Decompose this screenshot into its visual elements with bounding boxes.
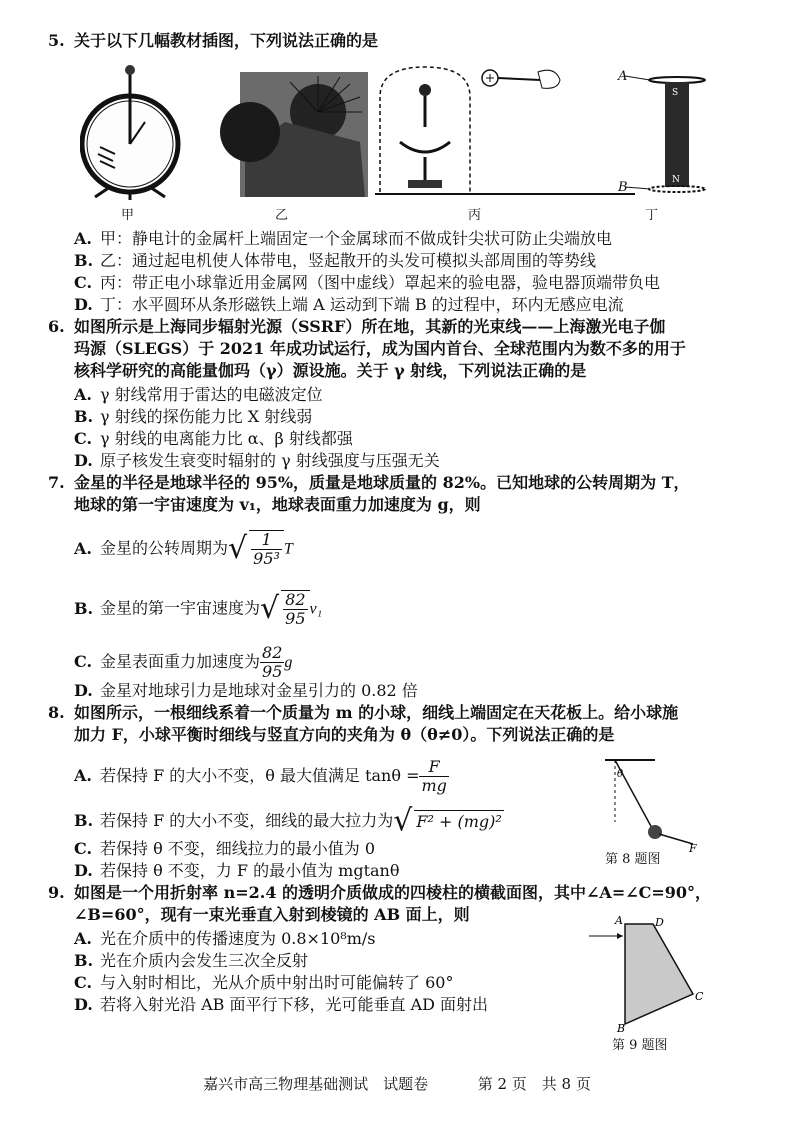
- q6-option-c: C. γ 射线的电离能力比 α、β 射线都强: [74, 429, 353, 448]
- q8-stem: 8. 如图所示，一根细线系着一个质量为 m 的小球，细线上端固定在天花板上。给小球施 加力 F，小球平衡时细线与竖直方向的夹角为 θ（θ≠0）。下列说法正确的是: [48, 703, 679, 744]
- q8-option-b: B. 若保持 F 的大小不变，细线的最大拉力为√ F² + (mg)²: [74, 803, 502, 839]
- q7-stem: 7. 金星的半径是地球半径的 95%，质量是地球质量的 82%。已知地球的公转周期为 T， 地球的第一宇宙速度为 v₁，地球表面重力加速度为 g，则: [48, 473, 690, 514]
- q7-option-d: D. 金星对地球引力是地球对金星引力的 0.82 倍: [74, 681, 418, 700]
- q6-option-d: D. 原子核发生衰变时辐射的 γ 射线强度与压强无关: [74, 451, 440, 470]
- footer-title: 嘉兴市高三物理基础测试 试题卷: [203, 1075, 429, 1093]
- q8-option-a: A. 若保持 F 的大小不变，θ 最大值满足 tanθ = $\frac{F}{mg}$: [74, 757, 447, 795]
- electroscope-figure: [82, 65, 178, 200]
- q7-option-a: A. 金星的公转周期为√ $\frac{1}{\text{95³}}$ T: [74, 530, 293, 568]
- q5-figures: [80, 62, 720, 202]
- prism-label-b: B: [617, 1022, 626, 1035]
- q7-option-b: B. 金星的第一宇宙速度为√ $\frac{82}{95}$ v₁: [74, 590, 323, 628]
- q6-stem: 6. 如图所示是上海同步辐射光源（SSRF）所在地，其新的光束线——上海激光电子伽 玛源（SLEGS）于 2021 年成功试运行，成为国内首台、全球范围内为数不多的用于 核科学研究的高能量伽玛（γ）源设施。关于 γ 射线，下列说法正确的是: [48, 317, 686, 380]
- q8-option-d: D. 若保持 θ 不变，力 F 的最小值为 mgtanθ: [74, 861, 400, 880]
- theta-label: θ: [617, 769, 624, 780]
- q5-option-a: A. 甲：静电计的金属杆上端固定一个金属球而不做成针尖状可防止尖端放电: [74, 229, 613, 248]
- fig-label-jia: 甲: [121, 208, 135, 223]
- hair-raising-photo: [220, 72, 368, 197]
- fig-label-bing: 丙: [468, 208, 482, 223]
- magnet-label-s: S: [672, 88, 679, 98]
- fig-label-yi: 乙: [275, 208, 289, 223]
- q9-figure: [585, 916, 705, 1036]
- magnet-label-n: N: [672, 175, 680, 185]
- q7-option-c: C. 金星表面重力加速度为 $\frac{82}{95}$ g: [74, 643, 293, 681]
- q9-caption: 第 9 题图: [612, 1038, 668, 1053]
- q6-option-b: B. γ 射线的探伤能力比 X 射线弱: [74, 407, 313, 426]
- q9-option-b: B. 光在介质内会发生三次全反射: [74, 951, 309, 970]
- prism-label-a: A: [615, 916, 623, 927]
- magnet-label-b: B: [618, 180, 628, 195]
- force-label: F: [689, 842, 697, 852]
- q5-stem: 5. 关于以下几幅教材插图，下列说法正确的是: [48, 31, 379, 50]
- caged-electroscope-figure: [375, 67, 635, 194]
- q9-option-d: D. 若将入射光沿 AB 面平行下移，光可能垂直 AD 面射出: [74, 995, 489, 1014]
- prism-label-d: D: [655, 916, 664, 929]
- q6-option-a: A. γ 射线常用于雷达的电磁波定位: [74, 385, 323, 404]
- q8-option-c: C. 若保持 θ 不变，细线拉力的最小值为 0: [74, 839, 376, 858]
- q5-option-d: D. 丁：水平圆环从条形磁铁上端 A 运动到下端 B 的过程中，环内无感应电流: [74, 295, 624, 314]
- footer-page: 第 2 页 共 8 页: [477, 1075, 591, 1093]
- page-footer: [0, 1073, 794, 1094]
- q9-option-a: A. 光在介质中的传播速度为 0.8×10⁸m/s: [74, 929, 376, 948]
- q9-option-c: C. 与入射时相比，光从介质中射出时可能偏转了 60°: [74, 973, 454, 992]
- q5-option-b: B. 乙：通过起电机使人体带电，竖起散开的头发可模拟头部周围的等势线: [74, 251, 597, 270]
- q9-stem: 9. 如图是一个用折射率 n=2.4 的透明介质做成的四棱柱的横截面图，其中∠A=∠C=90°， ∠B=60°，现有一束光垂直入射到棱镜的 AB 面上，则: [48, 883, 712, 924]
- magnet-label-a: A: [618, 69, 628, 84]
- q8-caption: 第 8 题图: [605, 852, 661, 867]
- fig-label-ding: 丁: [645, 208, 659, 223]
- prism-label-c: C: [695, 990, 704, 1003]
- bar-magnet-figure: [617, 69, 705, 195]
- q5-option-c: C. 丙：带正电小球靠近用金属网（图中虚线）罩起来的验电器，验电器顶端带负电: [74, 273, 661, 292]
- q8-figure: [585, 752, 705, 852]
